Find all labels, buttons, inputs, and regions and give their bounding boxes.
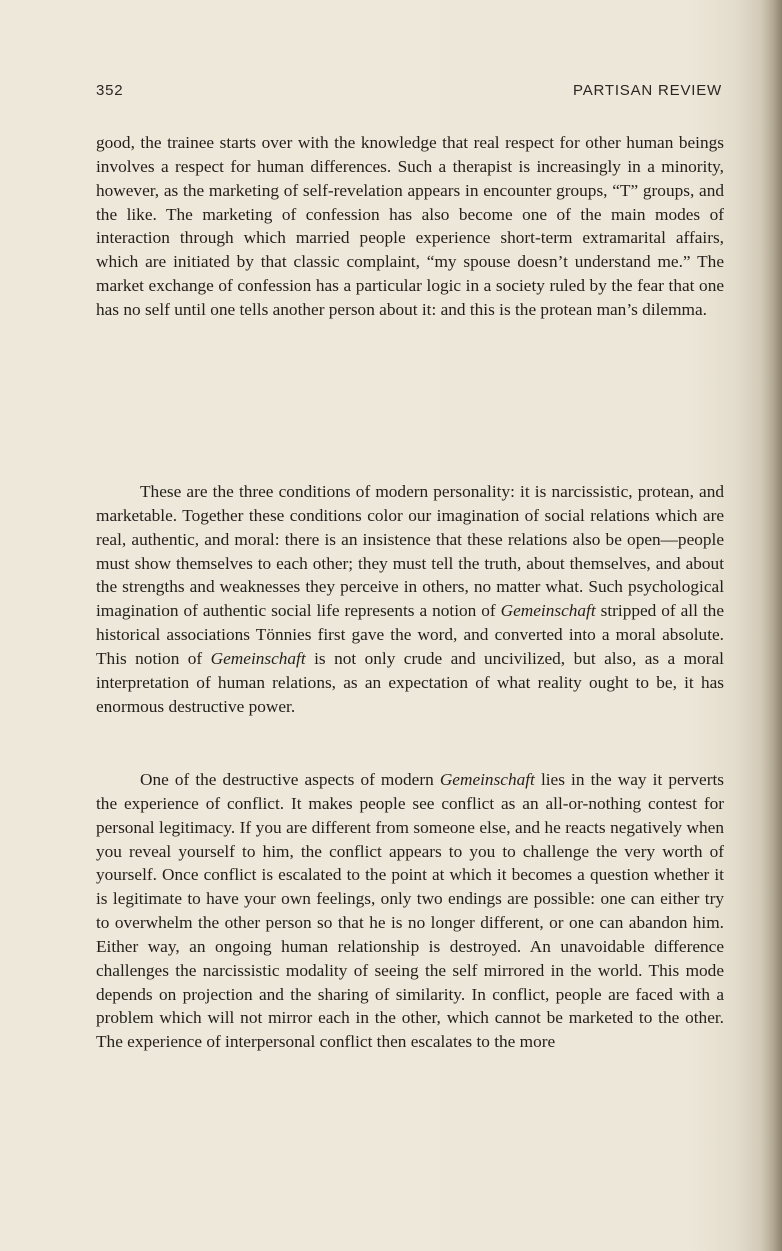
- paragraph-2-italic-term-2: Gemeinschaft: [210, 648, 306, 668]
- paragraph-2-text-c: is not only crude and uncivilized, but also, as a moral interpretation of human relations, as an expectation of what reality ought to be, it has enormous destructive power.: [96, 648, 724, 716]
- spine-shadow: [760, 0, 782, 1251]
- page-number: 352: [96, 82, 124, 99]
- journal-title: PARTISAN REVIEW: [573, 82, 722, 99]
- paragraph-2-text-a: These are the three conditions of modern personality: it is narcissistic, protean, and marketable. Together these conditions color our imagination of social relations which are real, authentic, and moral: there is an insistence that these relations also be open—people must show themselves to each other; they must tell the truth, about themselves, and about the strengths and weaknesses they perceive in others, no matter what. Such psychological imagination of authentic social life represents a notion of: [96, 482, 724, 621]
- paragraph-3-italic-term-1: Gemeinschaft: [439, 770, 535, 789]
- paragraph-2: [96, 480, 724, 718]
- running-head: [96, 82, 722, 104]
- paragraph-3: [96, 768, 724, 1054]
- paragraph-2-italic-term-1: Gemeinschaft: [500, 601, 596, 621]
- paragraph-3-text-b: lies in the way it perverts the experience of conflict. It makes people see conflict as an all-or-nothing contest for personal legitimacy. If you are different from someone else, and he reacts negatively when you reveal yourself to him, the conflict appears to you to challenge the very worth of yourself. Once conflict is escalated to the point at which it becomes a question whether it is legitimate to have your own feelings, only two endings are possible: one can either try to overwhelm the other person so that he is no longer different, or one can abandon him. Either way, an ongoing human relationship is destroyed. An unavoidable difference challenges the narcissistic modality of seeing the self mirrored in the world. This mode depends on projection and the sharing of similarity. In conflict, people are faced with a problem which will not mirror each in the other, which cannot be marketed to the other. The experience of interpersonal conflict then escalates to the more: [96, 770, 724, 1052]
- paragraph-1: [96, 131, 724, 322]
- paragraph-1-text: good, the trainee starts over with the knowledge that real respect for other human beings involves a respect for human differences. Such a therapist is increasingly in a minority, however, as the marketing of self-revelation appears in encounter groups, “T” groups, and the like. The marketing of confession has also become one of the main modes of interaction through which married people experience short-term extramarital affairs, which are initiated by that classic complaint, “my spouse doesn’t understand me.” The market exchange of confession has a particular logic in a society ruled by the fear that one has no self until one tells another person about it: and this is the protean man’s dilemma.: [96, 133, 724, 319]
- paragraph-3-text-a: One of the destructive aspects of modern: [140, 770, 434, 789]
- paragraph-2-text-b: stripped of all the historical associations Tönnies first gave the word, and converted into a moral absolute. This notion of: [96, 601, 724, 668]
